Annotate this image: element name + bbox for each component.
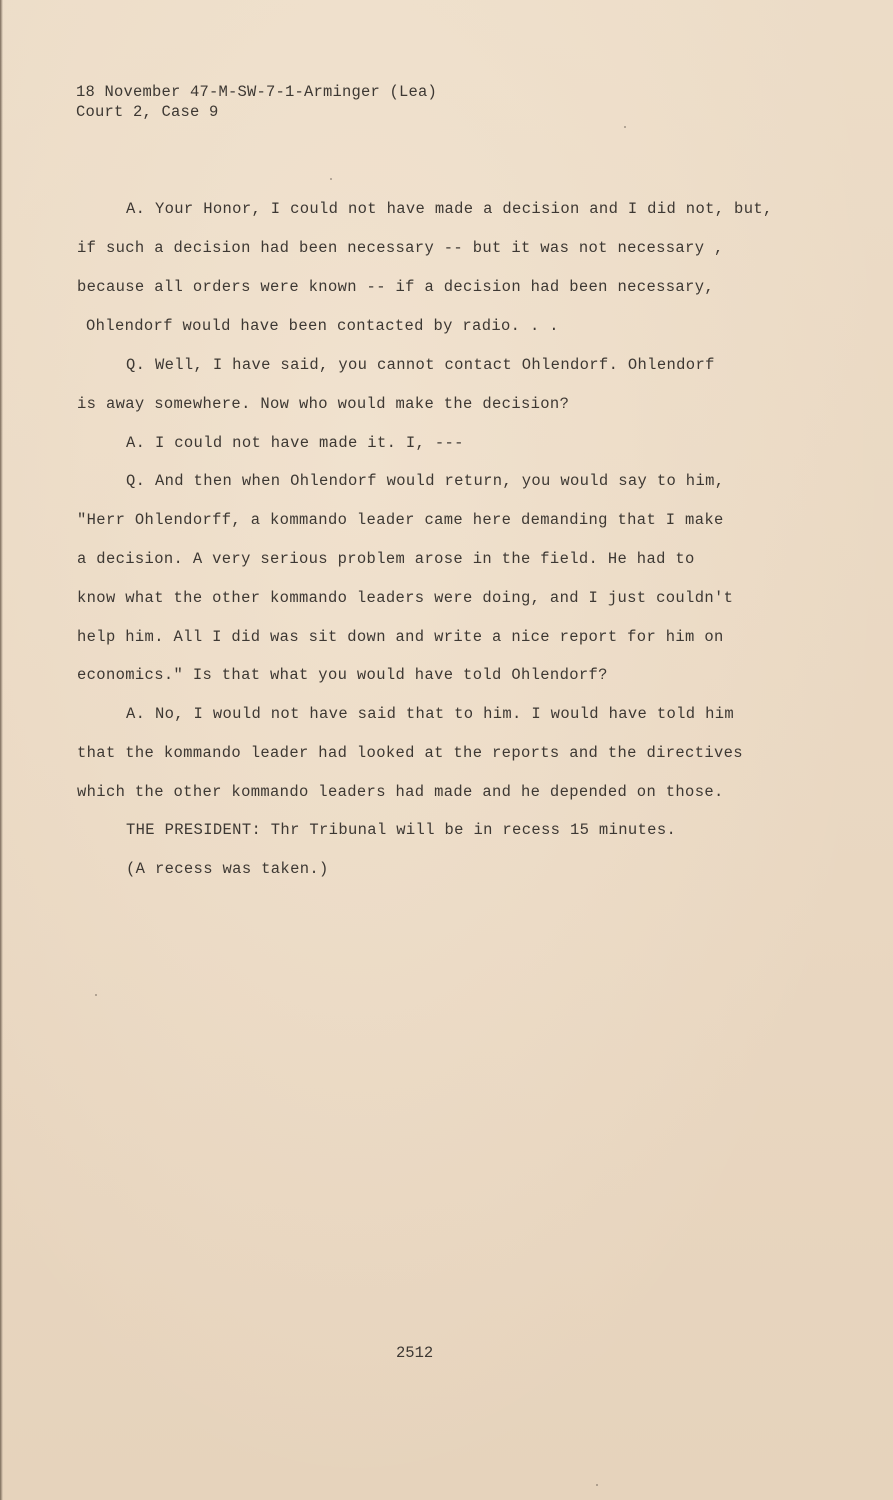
transcript-line: because all orders were known -- if a decision had been necessary,: [77, 278, 714, 296]
transcript-line: is away somewhere. Now who would make the decision?: [77, 395, 570, 413]
header-court-case: Court 2, Case 9: [76, 103, 219, 121]
transcript-line: a decision. A very serious problem arose in the field. He had to: [77, 550, 695, 568]
transcript-line: that the kommando leader had looked at the reports and the directives: [77, 744, 743, 762]
paper-speck: [95, 994, 97, 996]
transcript-line: "Herr Ohlendorff, a kommando leader came here demanding that I make: [77, 511, 724, 529]
transcript-line: THE PRESIDENT: Thr Tribunal will be in recess 15 minutes.: [126, 821, 677, 839]
transcript-line: Q. Well, I have said, you cannot contact Ohlendorf. Ohlendorf: [126, 356, 715, 374]
transcript-line: A. Your Honor, I could not have made a decision and I did not, but,: [126, 200, 773, 218]
transcript-line: which the other kommando leaders had made and he depended on those.: [77, 783, 724, 801]
transcript-line: Q. And then when Ohlendorf would return, you would say to him,: [126, 472, 725, 490]
paper-speck: [330, 178, 332, 180]
transcript-line: if such a decision had been necessary -- but it was not necessary ,: [77, 239, 724, 257]
transcript-line: help him. All I did was sit down and write a nice report for him on: [77, 628, 724, 646]
page-edge-shadow: [0, 0, 3, 1500]
transcript-line: A. I could not have made it. I, ---: [126, 434, 464, 452]
paper-speck: [596, 1484, 598, 1486]
transcript-line: Ohlendorf would have been contacted by radio. . .: [86, 317, 559, 335]
page-number: 2512: [396, 1344, 434, 1362]
transcript-line: (A recess was taken.): [126, 860, 329, 878]
transcript-line: economics." Is that what you would have told Ohlendorf?: [77, 666, 608, 684]
paper-speck: [624, 126, 626, 128]
transcript-line: know what the other kommando leaders were doing, and I just couldn't: [77, 589, 734, 607]
transcript-line: A. No, I would not have said that to him. I would have told him: [126, 705, 735, 723]
header-transcript-id: 18 November 47-M-SW-7-1-Arminger (Lea): [76, 83, 438, 101]
